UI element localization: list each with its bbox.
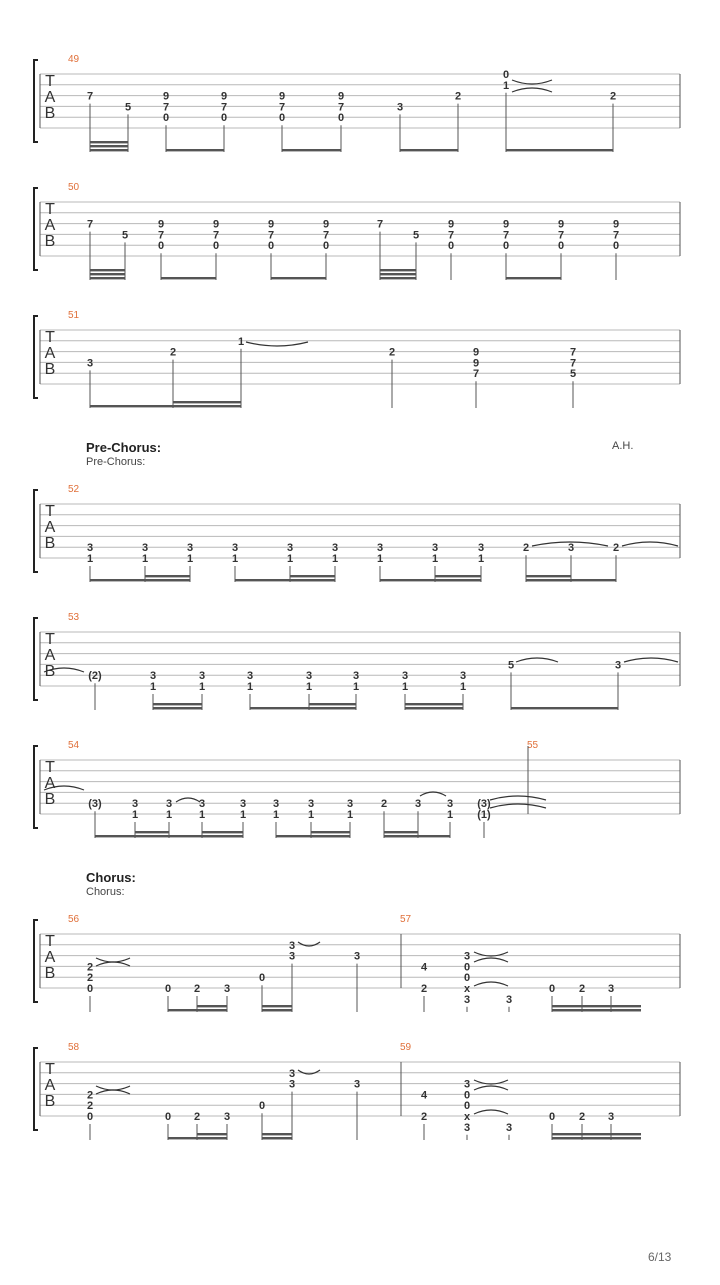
beam (384, 835, 418, 837)
pre-chorus-subtitle: Pre-Chorus: (86, 456, 146, 468)
fret-number: 1 (376, 553, 384, 565)
tab-clef-letter: B (44, 791, 56, 808)
beam (552, 1137, 641, 1139)
fret-number: 2 (609, 90, 617, 103)
fret-number: 3 (431, 542, 439, 555)
beam (506, 277, 561, 279)
beam (262, 1137, 292, 1139)
fret-number: 1 (272, 809, 280, 821)
fret-number: 0 (557, 240, 565, 253)
fret-number: 9 (502, 218, 510, 231)
fret-number: 9 (322, 218, 330, 231)
fret-number: 1 (331, 553, 339, 565)
beam (90, 149, 128, 151)
beam (311, 835, 350, 837)
fret-number: 0 (164, 983, 172, 995)
fret-number: 2 (454, 90, 462, 103)
fret-number: 3 (198, 798, 206, 811)
fret-number: 2 (420, 1111, 428, 1123)
fret-number: 7 (267, 229, 275, 242)
fret-number: 1 (401, 681, 409, 693)
tie-arc (474, 1086, 508, 1090)
beam (380, 269, 416, 271)
tie-arc (622, 542, 678, 546)
fret-number: 3 (396, 101, 404, 114)
system-bracket (34, 618, 38, 700)
fret-number: 9 (472, 346, 480, 359)
fret-number: 3 (86, 542, 94, 555)
fret-number: 1 (286, 553, 294, 565)
fret-number: 9 (557, 218, 565, 231)
system-bracket (34, 490, 38, 572)
beam (526, 575, 571, 577)
beam (197, 1005, 227, 1007)
tab-clef-letter: A (44, 345, 56, 362)
tab-clef-letter: T (45, 933, 55, 950)
beam (90, 277, 125, 279)
fret-number: 0 (258, 972, 266, 985)
fret-number: 5 (412, 229, 420, 242)
beam (262, 1009, 292, 1011)
beam (384, 831, 418, 833)
fret-number: 0 (162, 112, 170, 125)
beam (202, 831, 243, 833)
fret-number: 3 (246, 670, 254, 683)
fret-number: 3 (131, 798, 139, 811)
beam (309, 707, 356, 709)
fret-number: 3 (346, 798, 354, 811)
tab-clef-letter: T (45, 631, 55, 648)
fret-number: 2 (169, 346, 177, 359)
beam (90, 269, 125, 271)
fret-number: 9 (162, 90, 170, 103)
fret-number: 3 (231, 542, 239, 555)
fret-number: 3 (165, 798, 173, 811)
tie-arc (624, 658, 678, 662)
measure-number: 52 (68, 484, 80, 495)
fret-number: 0 (86, 983, 94, 995)
fret-number: 3 (505, 1121, 513, 1134)
measure-number: 57 (400, 914, 412, 925)
fret-number: 5 (124, 101, 132, 114)
fret-number: 1 (246, 681, 254, 693)
fret-number: 1 (131, 809, 139, 821)
fret-number: 3 (288, 939, 296, 952)
tie-arc (298, 942, 320, 946)
fret-number: 4 (420, 1089, 428, 1102)
fret-number: 4 (420, 961, 428, 974)
fret-number: 0 (86, 1111, 94, 1123)
tie-arc (490, 804, 546, 808)
fret-number: 3 (288, 1067, 296, 1080)
fret-number: 0 (278, 112, 286, 125)
fret-number: 2 (86, 972, 94, 985)
beam (153, 707, 202, 709)
fret-number: 1 (198, 809, 206, 821)
system-bracket (34, 60, 38, 142)
fret-number: 9 (337, 90, 345, 103)
fret-number: 7 (557, 229, 565, 242)
fret-number: 9 (267, 218, 275, 231)
fret-number: 1 (149, 681, 157, 693)
fret-number: x (463, 983, 471, 995)
fret-number: 7 (472, 368, 480, 381)
fret-number: 3 (567, 542, 575, 555)
beam (552, 1005, 641, 1007)
fret-number: 2 (86, 961, 94, 974)
measure-number: 56 (68, 914, 80, 925)
fret-number: 7 (157, 229, 165, 242)
fret-number: 3 (446, 798, 454, 811)
fret-number: 3 (607, 1111, 615, 1123)
tab-clef-letter: T (45, 503, 55, 520)
fret-number: 3 (459, 670, 467, 683)
fret-number: 2 (388, 346, 396, 359)
page-number: 6/13 (648, 1250, 672, 1264)
tab-clef-letter: B (44, 361, 56, 378)
tie-arc (474, 1110, 508, 1114)
fret-number: 3 (376, 542, 384, 555)
fret-number: 2 (193, 1111, 201, 1123)
fret-number: 1 (431, 553, 439, 565)
fret-number: 5 (121, 229, 129, 242)
fret-number: 7 (162, 101, 170, 114)
measure-number: 59 (400, 1042, 412, 1053)
fret-number: 3 (463, 950, 471, 963)
fret-number: 3 (186, 542, 194, 555)
beam (435, 575, 481, 577)
tie-arc (512, 80, 552, 84)
beam (435, 579, 481, 581)
beam (400, 149, 458, 151)
fret-number: 1 (307, 809, 315, 821)
fret-number: 5 (507, 659, 515, 672)
fret-number: 0 (267, 240, 275, 253)
beam (506, 149, 613, 151)
tab-clef-letter: A (44, 217, 56, 234)
beam (309, 703, 356, 705)
beam (90, 141, 128, 143)
fret-number: 7 (322, 229, 330, 242)
fret-number: 1 (198, 681, 206, 693)
fret-number: 1 (459, 681, 467, 693)
fret-number: 2 (86, 1089, 94, 1102)
fret-number: 7 (502, 229, 510, 242)
tab-clef-letter: B (44, 663, 56, 680)
tab-clef-letter: B (44, 965, 56, 982)
beam (511, 707, 618, 709)
fret-number: 3 (198, 670, 206, 683)
fret-number: 3 (607, 983, 615, 995)
system-bracket (34, 188, 38, 270)
fret-number: 7 (569, 346, 577, 359)
fret-number: 3 (505, 993, 513, 1006)
fret-number: 3 (272, 798, 280, 811)
tab-clef-letter: B (44, 105, 56, 122)
fret-number: 2 (86, 1100, 94, 1113)
fret-number: 0 (212, 240, 220, 253)
fret-number: 3 (286, 542, 294, 555)
fret-number: 3 (288, 950, 296, 963)
fret-number: 1 (305, 681, 313, 693)
measure-number: 55 (527, 740, 539, 751)
measure-number: 53 (68, 612, 80, 623)
tie-arc (176, 798, 200, 802)
fret-number: 0 (502, 240, 510, 253)
fret-number: 3 (307, 798, 315, 811)
fret-number: (3) (88, 798, 102, 811)
beam (145, 579, 190, 581)
beam (552, 1133, 641, 1135)
fret-number: 7 (569, 357, 577, 370)
fret-number: 9 (278, 90, 286, 103)
beam (271, 277, 326, 279)
system-bracket (34, 316, 38, 398)
fret-number: 7 (86, 218, 94, 231)
fret-number: 0 (502, 69, 510, 81)
fret-number: 0 (337, 112, 345, 125)
fret-number: 0 (220, 112, 228, 125)
fret-number: 3 (352, 670, 360, 683)
measure-number: 51 (68, 310, 80, 321)
fret-number: 1 (502, 79, 510, 92)
fret-number: 9 (157, 218, 165, 231)
fret-number: 3 (463, 993, 471, 1006)
beam (153, 703, 202, 705)
fret-number: 7 (220, 101, 228, 114)
tab-clef-letter: T (45, 1061, 55, 1078)
fret-number: 9 (220, 90, 228, 103)
fret-number: 3 (401, 670, 409, 683)
fret-number: (3) (477, 798, 491, 811)
fret-number: 3 (353, 1078, 361, 1091)
beam (95, 835, 135, 837)
fret-number: 7 (212, 229, 220, 242)
fret-number: 0 (463, 961, 471, 974)
beam (290, 575, 335, 577)
fret-number: 3 (288, 1078, 296, 1091)
tie-arc (298, 1070, 320, 1074)
tab-clef-letter: A (44, 1077, 56, 1094)
tab-clef-letter: T (45, 329, 55, 346)
fret-number: 2 (380, 798, 388, 811)
fret-number: 7 (612, 229, 620, 242)
tie-arc (246, 342, 308, 346)
beam (262, 1005, 292, 1007)
beam (405, 707, 463, 709)
tie-arc (474, 982, 508, 986)
fret-number: 1 (446, 809, 454, 821)
system-bracket (34, 920, 38, 1002)
measure-number: 58 (68, 1042, 80, 1053)
tab-clef-letter: T (45, 73, 55, 90)
fret-number: 3 (305, 670, 313, 683)
tie-arc (512, 88, 552, 92)
fret-number: 9 (447, 218, 455, 231)
fret-number: 2 (578, 1111, 586, 1123)
tie-arc (516, 658, 558, 662)
beam (161, 277, 216, 279)
beam (262, 1133, 292, 1135)
measure-number: 54 (68, 740, 80, 751)
fret-number: 7 (447, 229, 455, 242)
tie-arc (96, 962, 130, 966)
fret-number: 7 (337, 101, 345, 114)
fret-number: 3 (463, 1078, 471, 1091)
fret-number: 0 (548, 1111, 556, 1123)
fret-number: 0 (548, 983, 556, 995)
tab-clef-letter: A (44, 775, 56, 792)
fret-number: 0 (157, 240, 165, 253)
tie-arc (96, 1090, 130, 1094)
beam (135, 835, 169, 837)
beam (202, 835, 243, 837)
tab-clef-letter: A (44, 949, 56, 966)
fret-number: 2 (578, 983, 586, 995)
beam (552, 1009, 641, 1011)
fret-number: 0 (447, 240, 455, 253)
beam (90, 405, 173, 407)
fret-number: 7 (278, 101, 286, 114)
beam (135, 831, 169, 833)
tab-clef-letter: A (44, 89, 56, 106)
tab-clef-letter: T (45, 201, 55, 218)
tab-clef-letter: A (44, 519, 56, 536)
beam (290, 579, 335, 581)
beam (197, 1137, 227, 1139)
beam (197, 1009, 227, 1011)
pre-chorus-title: Pre-Chorus: (86, 440, 162, 455)
fret-number: 0 (463, 1089, 471, 1102)
fret-number: (1) (477, 809, 491, 821)
fret-number: 5 (569, 368, 577, 381)
beam (197, 1133, 227, 1135)
beam (90, 273, 125, 275)
fret-number: 3 (141, 542, 149, 555)
fret-number: 2 (522, 542, 530, 555)
tab-clef-letter: B (44, 1093, 56, 1110)
beam (166, 149, 224, 151)
fret-number: 3 (223, 1111, 231, 1123)
tab-clef-letter: A (44, 647, 56, 664)
fret-number: 1 (141, 553, 149, 565)
fret-number: 1 (352, 681, 360, 693)
fret-number: 1 (346, 809, 354, 821)
beam (145, 575, 190, 577)
fret-number: 2 (420, 983, 428, 995)
beam (380, 277, 416, 279)
fret-number: 3 (414, 798, 422, 811)
fret-number: 1 (86, 553, 94, 565)
fret-number: x (463, 1111, 471, 1123)
fret-number: 0 (164, 1111, 172, 1123)
tab-clef-letter: T (45, 759, 55, 776)
chorus-subtitle: Chorus: (86, 886, 125, 898)
fret-number: 9 (212, 218, 220, 231)
fret-number: 9 (472, 357, 480, 370)
fret-number: 3 (353, 950, 361, 963)
beam (173, 401, 241, 403)
system-bracket (34, 746, 38, 828)
fret-number: 1 (231, 553, 239, 565)
fret-number: 3 (331, 542, 339, 555)
fret-number: 2 (193, 983, 201, 995)
fret-number: 3 (463, 1121, 471, 1134)
system-bracket (34, 1048, 38, 1130)
fret-number: 1 (165, 809, 173, 821)
fret-number: 0 (612, 240, 620, 253)
chorus-title: Chorus: (86, 870, 136, 885)
beam (526, 579, 571, 581)
fret-number: 3 (239, 798, 247, 811)
beam (282, 149, 341, 151)
tie-arc (490, 796, 546, 800)
fret-number: 0 (322, 240, 330, 253)
fret-number: 0 (258, 1100, 266, 1113)
fret-number: 1 (477, 553, 485, 565)
fret-number: 7 (86, 90, 94, 103)
beam (380, 273, 416, 275)
fret-number: 3 (223, 983, 231, 995)
fret-number: 1 (237, 335, 245, 348)
fret-number: 0 (463, 1100, 471, 1113)
measure-number: 49 (68, 54, 80, 65)
tab-clef-letter: B (44, 233, 56, 250)
fret-number: 7 (376, 218, 384, 231)
fret-number: 1 (239, 809, 247, 821)
fret-number: 3 (477, 542, 485, 555)
measure-number: 50 (68, 182, 80, 193)
artificial-harmonic-label: A.H. (612, 440, 634, 452)
fret-number: 3 (86, 357, 94, 370)
fret-number: 0 (463, 972, 471, 985)
fret-number: 9 (612, 218, 620, 231)
beam (311, 831, 350, 833)
tie-arc (474, 958, 508, 962)
fret-number: (2) (88, 670, 102, 683)
fret-number: 1 (186, 553, 194, 565)
fret-number: 2 (612, 542, 620, 555)
beam (90, 145, 128, 147)
beam (173, 405, 241, 407)
tab-clef-letter: B (44, 535, 56, 552)
beam (405, 703, 463, 705)
fret-number: 3 (614, 659, 622, 672)
fret-number: 3 (149, 670, 157, 683)
